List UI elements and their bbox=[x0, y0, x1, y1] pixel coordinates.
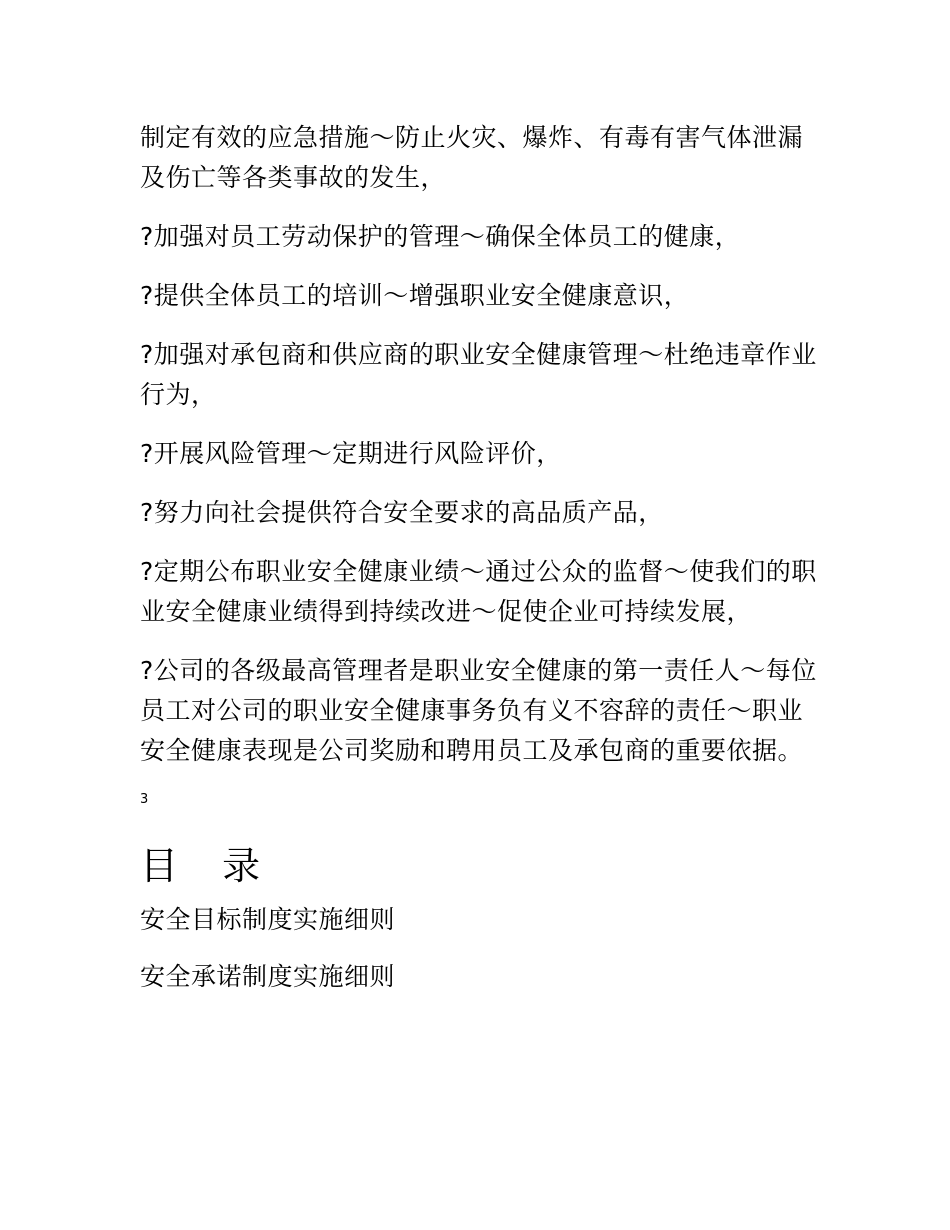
paragraph-publish-performance: ?定期公布职业安全健康业绩～通过公众的监督～使我们的职业安全健康业绩得到持续改进～促使企业可持续发展， bbox=[140, 557, 817, 626]
document-page bbox=[140, 118, 820, 1014]
paragraph-risk-management: ?开展风险管理～定期进行风险评价， bbox=[140, 439, 562, 468]
paragraph-labor-protection: ?加强对员工劳动保护的管理～确保全体员工的健康， bbox=[140, 222, 741, 251]
toc-item-safety-commitment[interactable]: 安全承诺制度实施细则 bbox=[140, 962, 396, 991]
paragraph-product-quality: ?努力向社会提供符合安全要求的高品质产品， bbox=[140, 498, 664, 527]
paragraph-contractor-management: ?加强对承包商和供应商的职业安全健康管理～杜绝违章作业行为， bbox=[140, 340, 817, 409]
paragraph-management-responsibility: ?公司的各级最高管理者是职业安全健康的第一责任人～每位员工对公司的职业安全健康事务负有义不容辞的责任～职业安全健康表现是公司奖励和聘用员工及承包商的重要依据。 bbox=[140, 656, 817, 765]
paragraph-emergency-measures: 制定有效的应急措施～防止火灾、爆炸、有毒有害气体泄漏及伤亡等各类事故的发生， bbox=[140, 123, 804, 192]
page-number: 3 bbox=[140, 792, 149, 807]
paragraph-training: ?提供全体员工的培训～增强职业安全健康意识， bbox=[140, 281, 690, 310]
toc-item-safety-goal[interactable]: 安全目标制度实施细则 bbox=[140, 905, 396, 934]
toc-title: 目 录 bbox=[140, 844, 277, 888]
